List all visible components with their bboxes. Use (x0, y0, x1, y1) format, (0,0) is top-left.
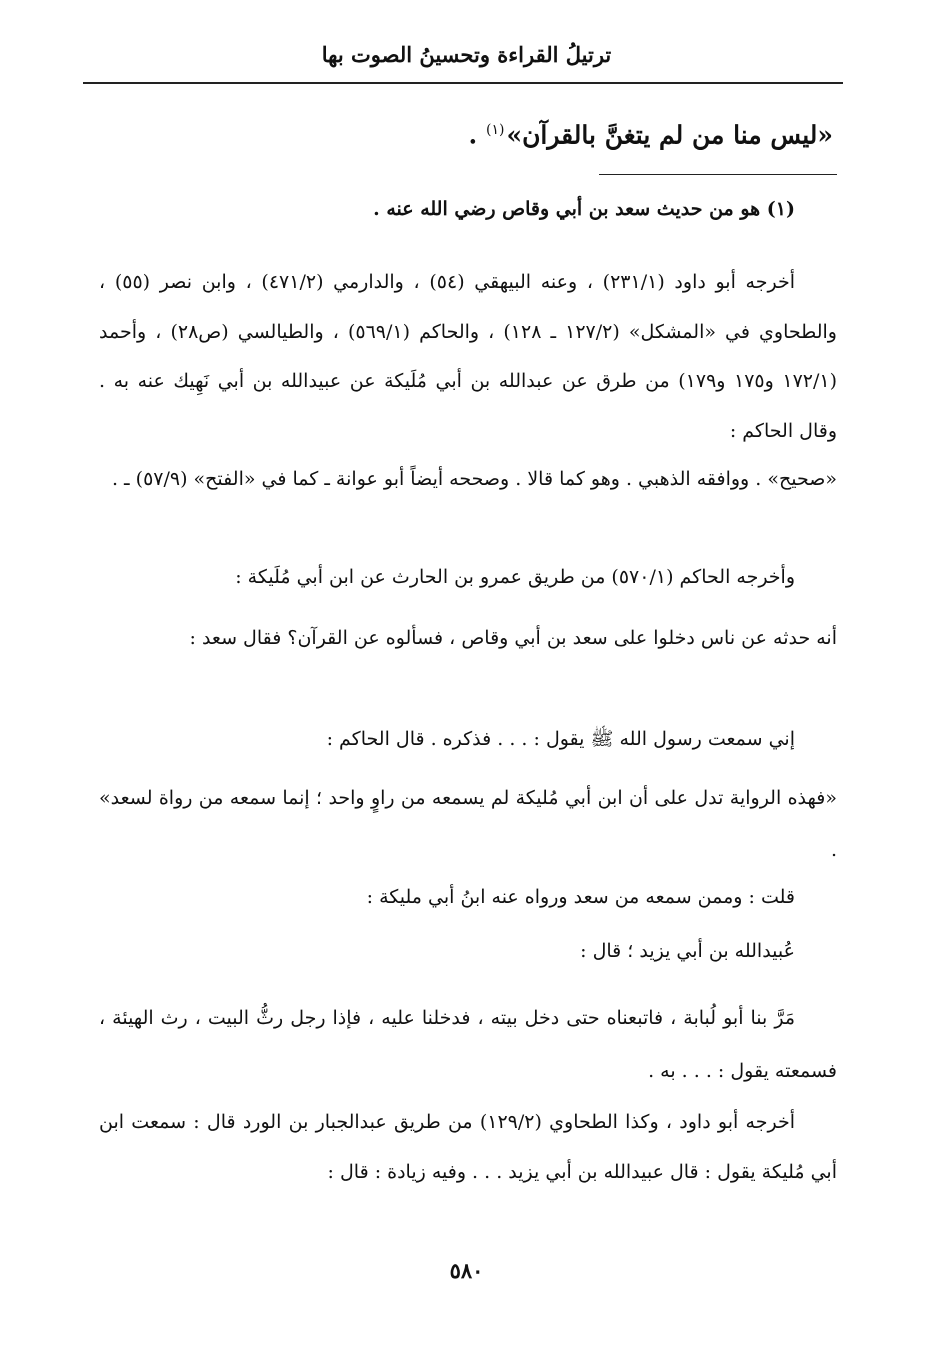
footnote-paragraph-1: (١) هو من حديث سعد بن أبي وقاص رضي الله عنه . (373, 198, 795, 220)
footnote-marker: (١) (485, 122, 505, 138)
footnote-paragraph-3: «صحيح» . ووافقه الذهبي . وهو كما قالا . وصححه أيضاً أبو عوانة ـ كما في «الفتح» (٥٧/٩) ـ . (111, 468, 837, 490)
footnote-paragraph-7: «فهذه الرواية تدل على أن ابن أبي مُليكة لم يسمعه من راوٍ واحد ؛ إنما سمعه من رواة لسعد» . (99, 787, 837, 861)
hadith-quote (98, 108, 833, 157)
footnote-paragraph-5: أنه حدثه عن ناس دخلوا على سعد بن أبي وقاص ، فسألوه عن القرآن؟ فقال سعد : (189, 627, 837, 649)
footnote-paragraph-11: أخرجه أبو داود ، وكذا الطحاوي (١٢٩/٢) من طريق عبدالجبار بن الورد قال : سمعت ابن أبي مُليكة يقول : قال عبيدالله بن أبي يزيد . . . وفيه زيادة : قال : (99, 1111, 837, 1183)
footnote-paragraph-10: مَرَّ بنا أبو لُبابة ، فاتبعناه حتى دخل بيته ، فدخلنا عليه ، فإذا رجل رثُّ البيت ، رث الهيئة ، فسمعته يقول : . . . به . (99, 1007, 837, 1082)
hadith-quote-end: . (468, 120, 486, 150)
footnote-paragraph-9: عُبيدالله بن أبي يزيد ؛ قال : (580, 940, 795, 962)
footnote-paragraph-2: أخرجه أبو داود (٢٣١/١) ، وعنه البيهقي (٥٤) ، والدارمي (٤٧١/٢) ، وابن نصر (٥٥) ، والطحاوي في «المشكل» (١٢٧/٢ ـ ١٢٨) ، والحاكم (٥٦٩/١) ، والطيالسي (ص٢٨) ، وأحمد (١٧٢/١ و١٧٥ و١٧٩) من طرق عن عبدالله بن أبي مُلَيكة عن عبيدالله بن أبي نَهِيك عنه به . وقال الحاكم : (99, 271, 838, 442)
footnote-paragraph-6: إني سمعت رسول الله ﷺ يقول : . . . فذكره . قال الحاكم : (326, 728, 795, 750)
header-divider (83, 82, 843, 84)
footnote-paragraph-4: وأخرجه الحاكم (٥٧٠/١) من طريق عمرو بن الحارث عن ابن أبي مُلَيكة : (235, 566, 795, 588)
running-header-title: ترتيلُ القراءة وتحسينُ الصوت بها (321, 42, 612, 67)
footnote-paragraph-8: قلت : وممن سمعه من سعد ورواه عنه ابنُ أبي مليكة : (366, 886, 795, 908)
page-number: ٥٨٠ (449, 1258, 484, 1283)
hadith-quote-text: «ليس منا من لم يتغنَّ بالقرآن» (506, 120, 833, 150)
footnote-divider (599, 174, 837, 175)
